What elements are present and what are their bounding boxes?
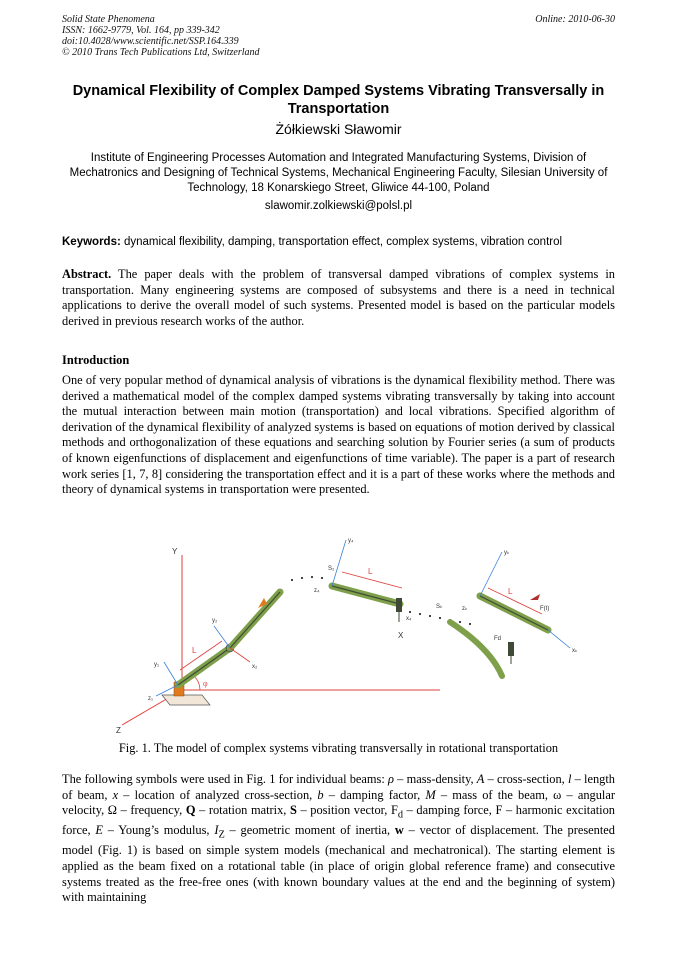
label-phi: φ	[203, 679, 208, 688]
angle-arc	[194, 676, 200, 690]
support-arm	[450, 622, 502, 676]
affiliation: Institute of Engineering Processes Automation and Integrated Manufacturing Systems, Division of Mechatronics and Designing of Technical Systems, Mechanical Engineering Faculty, Silesian University of Technology, 18 Konarskiego Street, Gliwice 44-100, Poland	[69, 152, 608, 194]
symbol-x: x	[112, 787, 119, 802]
symbol-S: S	[290, 803, 297, 818]
local-y4-axis	[332, 540, 346, 586]
label-y4: y₄	[348, 538, 354, 544]
label-y1: y₁	[154, 662, 160, 668]
keywords-label: Keywords:	[62, 236, 121, 248]
symbols-part-2: – cross-section,	[484, 772, 568, 786]
label-damping-force: Fd	[494, 636, 502, 642]
symbols-part-4: – location of analyzed cross-section,	[118, 787, 318, 802]
symbol-rho: ρ	[388, 772, 394, 786]
copyright-line: © 2010 Trans Tech Publications Ltd, Switzerland	[62, 47, 260, 58]
symbol-w: w	[394, 823, 404, 838]
label-X: X	[398, 631, 404, 640]
doi-line: doi:10.4028/www.scientific.net/SSP.164.339	[62, 36, 239, 47]
label-L1: L	[192, 646, 197, 655]
local-xk-axis	[548, 630, 570, 648]
symbol-E: E	[95, 823, 103, 838]
symbols-part-6: – mass of the beam, ω – angular velocity, Ω – frequency,	[62, 787, 616, 818]
symbols-part-10: – Young’s modulus,	[102, 823, 215, 838]
journal-name: Solid State Phenomena	[62, 14, 155, 25]
label-L2: L	[368, 567, 373, 576]
label-Z: Z	[116, 726, 121, 735]
symbols-part-5: – damping factor,	[323, 787, 426, 802]
rotational-table	[162, 695, 210, 705]
online-date: Online: 2010-06-30	[535, 14, 615, 25]
abstract-text: The paper deals with the problem of transversal damped vibrations of complex systems in transportation. Many engineering systems are composed of subsystems and there is a need in technical applications to derive the overall model of such systems. Presented model is based on the particular models derived in previous research works of the author.	[62, 267, 615, 328]
label-Y: Y	[172, 547, 178, 556]
symbol-M: M	[425, 787, 436, 802]
symbol-Q: Q	[185, 803, 196, 818]
introduction-text: One of very popular method of dynamical analysis of vibrations is the dynamical flexibility method. There was derived a mathematical model of the complex damped systems vibrating transversally by taking into account the mutual interaction between main motion (transportation) and local vibrations. Specified algorithm of derivation of the dynamical flexibility of analyzed systems is based on equations of motion derived by classical methods and orthogonalization of these equations and searching solution by Fourier series (a sum of products of known eigenfunctions of displacement and eigenfunctions of time variable). The paper is a part of research work series [1, 7, 8] considering the transportation effect and it is a part of these works where the methods and theory of dynamical systems in transportation were presented.	[62, 373, 615, 497]
label-excitation-force: F(t)	[540, 606, 550, 612]
damper-last	[508, 642, 514, 656]
label-S2: S₂	[328, 566, 335, 572]
author-name: Żółkiewski Sławomir	[275, 121, 402, 137]
symbol-d-subscript: d	[397, 809, 404, 821]
symbols-part-11: – geometric moment of inertia,	[224, 823, 395, 838]
label-L3: L	[508, 587, 513, 596]
figure-caption: Fig. 1. The model of complex systems vibrating transversally in rotational transportation	[118, 741, 559, 755]
label-z1: z₁	[148, 696, 154, 702]
symbols-part-8: – position vector, F	[296, 803, 398, 818]
label-x2: x₂	[252, 664, 258, 670]
label-Sk: Sₖ	[436, 604, 443, 610]
symbols-part-9: – damping force, F – harmonic excitation force,	[62, 803, 616, 838]
publication-header	[62, 14, 260, 58]
symbols-part-12: – vector of displacement. The presented model (Fig. 1) is based on simple system models (mechanical and mechatronical). The starting element is applied as the beam fixed on a rotational table (in place of origin global reference frame) and consecutive systems treated as the free-free ones (with known boundary values at the end and the beginning of system) with maintaining	[62, 823, 615, 905]
symbols-part-7: – rotation matrix,	[195, 803, 290, 818]
label-y2: y₂	[212, 618, 218, 624]
label-z4: z₄	[314, 588, 320, 594]
symbol-I: I	[214, 823, 219, 838]
symbols-part-1: – mass-density,	[393, 772, 477, 786]
abstract-label: Abstract.	[62, 267, 112, 281]
excitation-arrow	[530, 594, 540, 600]
label-yk: yₖ	[504, 550, 510, 556]
symbol-Z-subscript: Z	[218, 829, 225, 841]
beam-k-core	[480, 596, 548, 630]
label-zk: zₖ	[462, 606, 468, 612]
local-x2-axis	[230, 648, 250, 662]
paper-title: Dynamical Flexibility of Complex Damped Systems Vibrating Transversally in Transportation	[72, 83, 605, 117]
symbol-A: A	[476, 772, 485, 786]
label-x4: x₄	[406, 616, 412, 622]
figure-1-diagram	[110, 530, 630, 742]
symbols-part-3: – length of beam,	[62, 772, 615, 802]
symbol-l: l	[567, 772, 572, 786]
keywords-text: dynamical flexibility, damping, transportation effect, complex systems, vibration control	[124, 236, 563, 248]
author-email: slawomir.zolkiewski@polsl.pl	[264, 200, 413, 212]
introduction-heading: Introduction	[62, 353, 130, 367]
keywords-line	[62, 235, 622, 250]
issn-line: ISSN: 1662-9779, Vol. 164, pp 339-342	[62, 25, 220, 36]
beam-4-core	[332, 586, 400, 604]
symbol-b: b	[317, 787, 324, 802]
damper-middle	[396, 598, 402, 612]
symbols-paragraph	[62, 772, 615, 906]
beam-2-core	[230, 592, 280, 648]
symbols-intro: The following symbols were used in Fig. 1 for individual beams:	[62, 772, 385, 786]
label-xk: xₖ	[572, 648, 578, 654]
local-y1-axis	[164, 662, 178, 685]
abstract	[62, 267, 615, 329]
